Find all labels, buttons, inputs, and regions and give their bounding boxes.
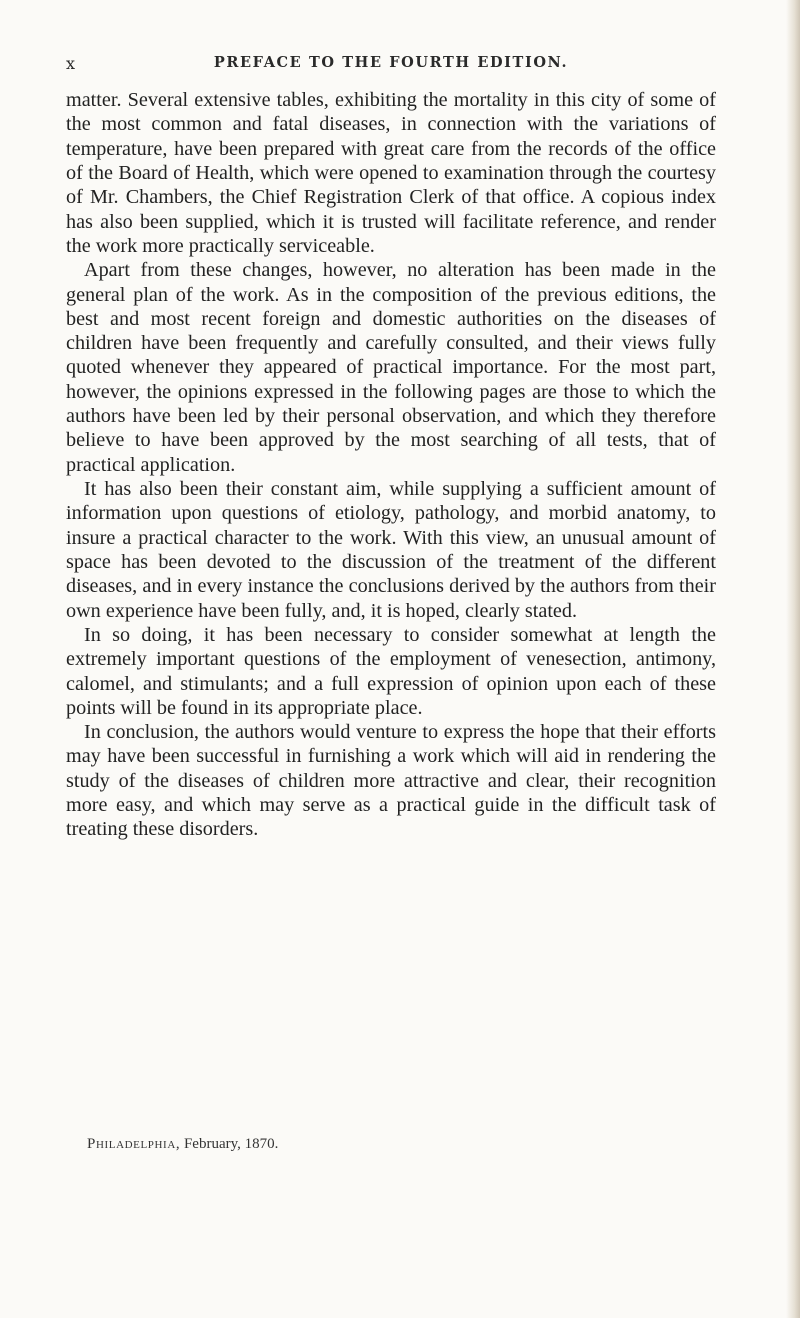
paragraph: In so doing, it has been necessary to consider somewhat at length the extremely important questions of the employment of venesection, antimony, calomel, and stimulants; and a full expression of opinion upon each of these points will be found in its appropriate place. [66, 623, 716, 719]
paragraph: Apart from these changes, however, no alteration has been made in the general plan of the work. As in the composition of the previous editions, the best and most recent foreign and domestic authorities on the diseases of children have been frequently and carefully consulted, and their views fully quoted whenever they appeared of practical importance. For the most part, however, the opinions expressed in the following pages are those to which the authors have been led by their personal observation, and which they therefore believe to have been approved by the most searching of all tests, that of practical application. [66, 259, 716, 476]
signoff-place: Philadelphia, [87, 1136, 181, 1152]
paragraph: In conclusion, the authors would venture to express the hope that their efforts may have been successful in furnishing a work which will aid in rendering the study of the diseases of children more attractive and clear, their recognition more easy, and which may serve as a practical guide in the difficult task of treating these disorders. [66, 721, 716, 841]
paragraph: It has also been their constant aim, while supplying a sufficient amount of information upon questions of etiology, pathology, and morbid anatomy, to insure a practical character to the work. With this view, an unusual amount of space has been devoted to the discussion of the treatment of the different diseases, and in every instance the conclusions derived by the authors from their own experience have been fully, and, it is hoped, clearly stated. [66, 478, 716, 622]
running-head: PREFACE TO THE FOURTH EDITION. [213, 54, 569, 71]
paragraph: matter. Several extensive tables, exhibiting the mortality in this city of some of the most common and fatal diseases, in connection with the variations of temperature, have been prepared with great care from the records of the office of the Board of Health, which were opened to examination through the courtesy of Mr. Chambers, the Chief Registration Clerk of that office. A copious index has also been supplied, which it is trusted will facilitate reference, and render the work more practically serviceable. [66, 89, 716, 257]
preface-body [66, 88, 716, 842]
signoff-date: February, 1870. [183, 1136, 279, 1152]
page-edge-shadow [786, 0, 800, 1318]
page-number: x [66, 54, 76, 73]
signoff-line [87, 1136, 278, 1153]
page-header [66, 54, 716, 76]
